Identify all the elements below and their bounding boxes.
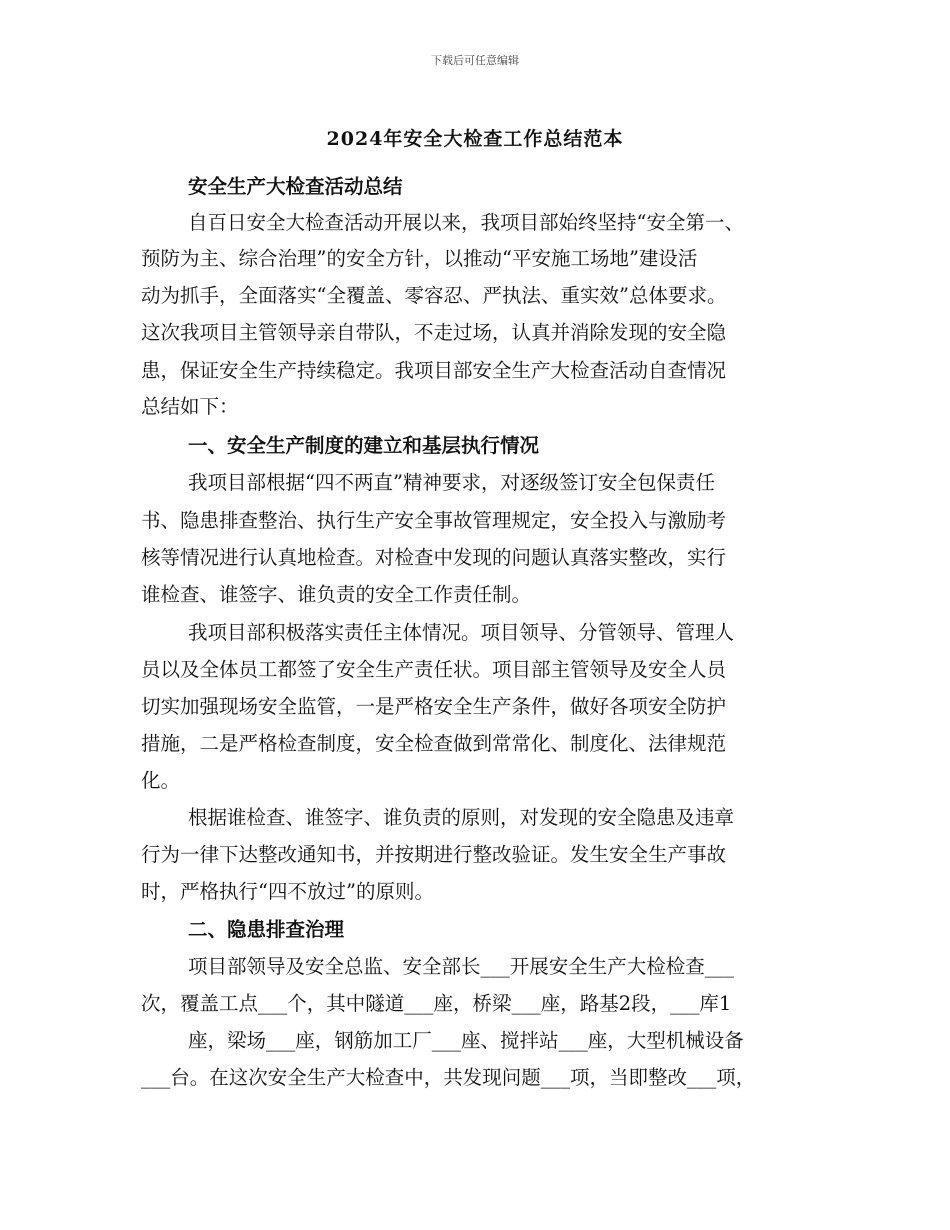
paragraph-line: 预防为主、综合治理”的安全方针，以推动“平安施工场地”建设活 [141,247,698,270]
paragraph-line: 书、隐患排查整治、执行生产安全事故管理规定，安全投入与激励考 [141,509,727,532]
paragraph-line: 化。 [141,769,181,792]
paragraph-line: 自百日安全大检查活动开展以来，我项目部始终坚持“安全第一、 [188,211,744,234]
paragraph-line: 行为一律下达整改通知书，并按期进行整改验证。发生安全生产事故 [141,843,727,866]
document-title: 2024年安全大检查工作总结范本 [326,128,624,150]
paragraph-line: 我项目部根据“四不两直”精神要求，对逐级签订安全包保责任 [188,471,715,494]
paragraph-line: 时，严格执行“四不放过”的原则。 [141,880,434,903]
section-heading: 一、安全生产制度的建立和基层执行情况 [188,434,540,457]
paragraph-line: 患，保证安全生产持续稳定。我项目部安全生产大检查活动自查情况 [141,359,727,382]
paragraph-line: 员以及全体员工都签了安全生产责任状。项目部主管领导及安全人员 [141,658,727,681]
paragraph-line: 座，梁场___座，钢筋加工厂___座、搅拌站___座，大型机械设备 [188,1029,744,1052]
paragraph-line: 切实加强现场安全监管，一是严格安全生产条件，做好各项安全防护 [141,695,727,718]
paragraph-line: 根据谁检查、谁签字、谁负责的原则，对发现的安全隐患及违章 [188,806,735,829]
paragraph-line: 谁检查、谁签字、谁负责的安全工作责任制。 [141,583,532,606]
paragraph-line: 项目部领导及安全总监、安全部长___开展安全生产大检检查___ [188,955,735,978]
paragraph-line: 措施，二是严格检查制度，安全检查做到常常化、制度化、法律规范 [141,732,727,755]
paragraph-line: 这次我项目主管领导亲自带队，不走过场，认真并消除发现的安全隐 [141,321,727,344]
section-heading: 安全生产大检查活动总结 [188,175,403,198]
paragraph-line: 核等情况进行认真地检查。对检查中发现的问题认真落实整改，实行 [141,546,727,569]
section-heading: 二、隐患排查治理 [188,918,345,941]
paragraph-line: 总结如下： [141,395,239,418]
paragraph-line: 次，覆盖工点___个，其中隧道___座，桥梁___座，路基2段，___库1 [141,992,732,1015]
paragraph-line: 动为抓手，全面落实“全覆盖、零容忍、严执法、重实效”总体要求。 [141,284,727,307]
paragraph-line: ___台。在这次安全生产大检查中，共发现问题___项，当即整改___项， [141,1066,756,1089]
header-note: 下载后可任意编辑 [431,54,519,67]
paragraph-line: 我项目部积极落实责任主体情况。项目领导、分管领导、管理人 [188,621,735,644]
